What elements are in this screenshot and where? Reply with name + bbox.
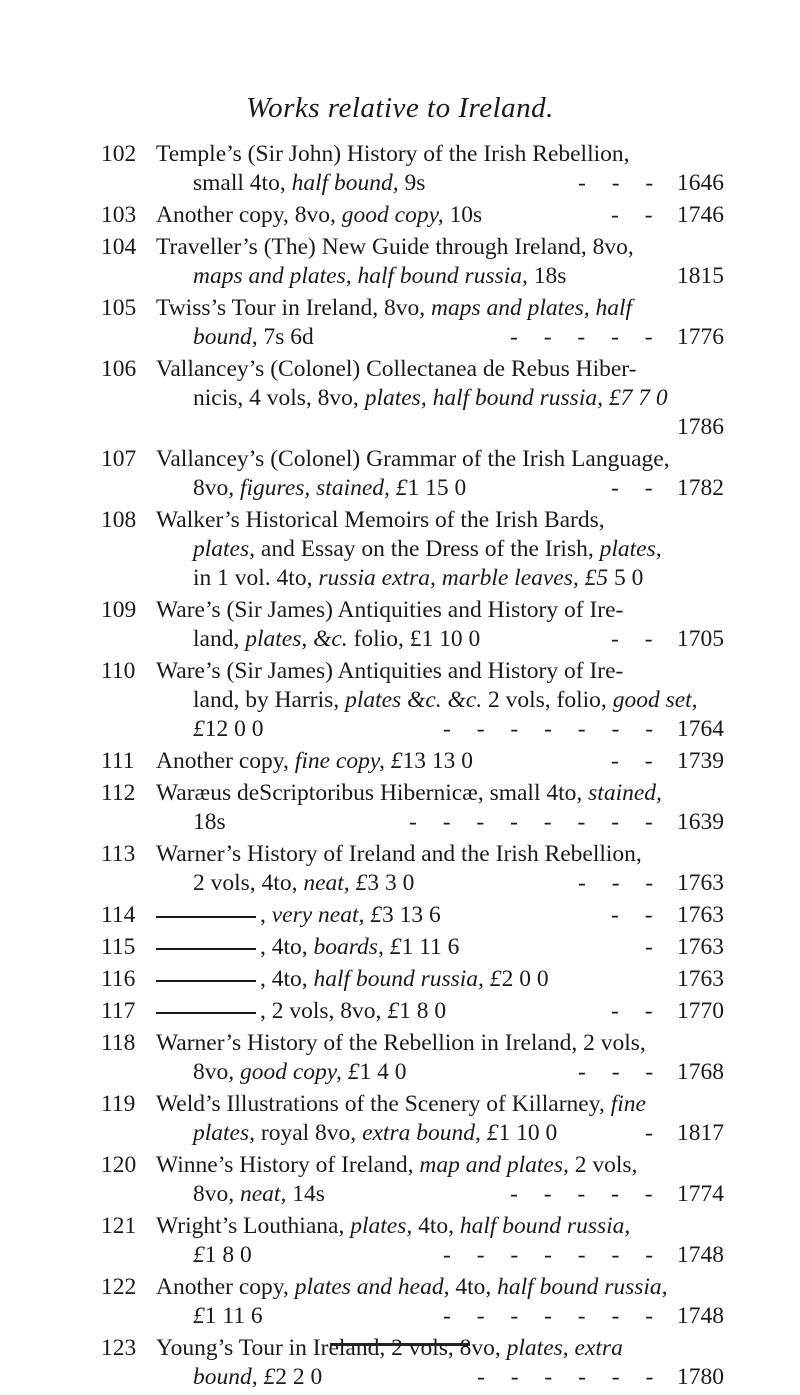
entry-line — [0, 747, 800, 776]
plain-text: Ware’s (Sir James) Antiquities and History of Ire- — [156, 658, 624, 684]
entry-line — [0, 901, 800, 930]
entry-line — [0, 779, 800, 808]
plain-text: Temple’s (Sir John) History of the Irish Rebellion, — [156, 141, 630, 167]
leader-dashes: - - — [611, 902, 663, 928]
catalog-entry — [0, 901, 800, 930]
entry-text — [156, 901, 441, 930]
plain-text: , 2 vols, 8vo, — [260, 998, 388, 1024]
plain-text: , — [260, 902, 272, 928]
italic-text: very neat, £ — [271, 902, 383, 928]
entry-year: 1746 — [677, 202, 724, 228]
plain-text: 8vo, — [193, 1059, 240, 1085]
plain-text: 18s — [193, 809, 226, 835]
catalog-entry — [0, 201, 800, 230]
entry-number: 113 — [101, 841, 136, 867]
entry-number: 111 — [101, 748, 135, 774]
entry-text — [156, 596, 623, 625]
entry-line — [0, 1029, 800, 1058]
entry-year: 1770 — [677, 998, 724, 1024]
entry-year: 1646 — [677, 170, 724, 196]
plain-text: 1 11 6 — [401, 934, 460, 960]
plain-text: Vallancey’s (Colonel) Grammar of the Irish Language, — [156, 446, 670, 472]
entry-year: 1780 — [677, 1364, 724, 1390]
catalog-entry — [0, 1029, 800, 1087]
plain-text: Wright’s Louthiana, — [156, 1213, 351, 1239]
entry-text — [156, 1090, 646, 1119]
italic-text: bound, — [193, 324, 258, 350]
italic-text: half bound russia, — [497, 1274, 668, 1300]
plain-text: 5 0 — [608, 565, 644, 591]
italic-text: plates, — [193, 1120, 256, 1146]
entry-number: 118 — [101, 1030, 136, 1056]
ditto-rule — [156, 916, 256, 918]
entry-year: 1815 — [677, 263, 724, 289]
entry-line — [0, 535, 800, 564]
italic-text: bound, £ — [193, 1364, 276, 1390]
entry-line — [0, 965, 800, 994]
plain-text: 7s 6d — [257, 324, 314, 350]
italic-text: £ — [387, 998, 400, 1024]
entry-line — [0, 323, 800, 352]
italic-text: russia extra, marble leaves, £5 — [318, 565, 609, 591]
entry-text — [156, 779, 662, 808]
leader-dashes: - - — [611, 202, 663, 228]
entry-number: 115 — [101, 934, 136, 960]
plain-text: folio, £1 10 0 — [347, 626, 481, 652]
catalog-entry — [0, 355, 800, 442]
catalog-entry — [0, 1090, 800, 1148]
italic-text: stained, — [588, 780, 662, 806]
entry-year: 1739 — [677, 748, 724, 774]
entry-text — [193, 474, 466, 503]
entry-line — [0, 1151, 800, 1180]
italic-text: plates, — [599, 536, 662, 562]
italic-text: half bound, — [291, 170, 399, 196]
page-title: Works relative to Ireland. — [246, 92, 554, 124]
entry-year: 1768 — [677, 1059, 724, 1085]
catalog-entry — [0, 747, 800, 776]
entry-text — [193, 686, 698, 715]
plain-text: Twiss’s Tour in Ireland, 8vo, — [156, 295, 431, 321]
entry-line — [0, 869, 800, 898]
entry-line — [0, 596, 800, 625]
plain-text: Vallancey’s (Colonel) Collectanea de Rebus Hiber- — [156, 356, 637, 382]
entry-number: 105 — [101, 295, 137, 321]
leader-dashes: - - - - - - - — [443, 716, 664, 742]
entry-text — [156, 233, 634, 262]
entry-number: 116 — [101, 966, 136, 992]
plain-text: 2 vols, 4to, — [193, 870, 304, 896]
plain-text: 1 4 0 — [359, 1059, 407, 1085]
entry-line — [0, 1302, 800, 1331]
italic-text: map and plates, — [419, 1152, 569, 1178]
entry-text — [193, 1119, 557, 1148]
plain-text: Another copy, 8vo, — [156, 202, 342, 228]
entry-number: 106 — [101, 356, 137, 382]
leader-dashes: - - - — [578, 170, 664, 196]
plain-text: 1 10 0 — [498, 1120, 558, 1146]
entry-text — [193, 169, 425, 198]
entry-line — [0, 169, 800, 198]
leader-dashes: - - - — [578, 870, 664, 896]
entry-year: 1763 — [677, 966, 724, 992]
plain-text: land, — [193, 626, 246, 652]
entry-text — [156, 201, 482, 230]
italic-text: figures, stained, £ — [240, 475, 408, 501]
entry-line — [0, 1090, 800, 1119]
plain-text: 3 13 6 — [382, 902, 441, 928]
italic-text: plates &c. &c. — [345, 687, 483, 713]
entry-line — [0, 715, 800, 744]
entry-number: 120 — [101, 1152, 137, 1178]
entry-line — [0, 933, 800, 962]
plain-text: 1 15 0 — [407, 475, 467, 501]
plain-text: 18s — [527, 263, 567, 289]
entry-text — [156, 294, 632, 323]
leader-dashes: - - — [611, 475, 663, 501]
entry-text — [193, 808, 226, 837]
entry-text — [156, 355, 636, 384]
entry-text — [193, 1180, 325, 1209]
plain-text: nicis, 4 vols, 8vo, — [193, 385, 365, 411]
catalog-entry — [0, 965, 800, 994]
entry-number: 107 — [101, 446, 137, 472]
italic-text: £ — [193, 1242, 205, 1268]
entry-text — [156, 747, 473, 776]
entry-number: 119 — [101, 1091, 136, 1117]
leader-dashes: - - — [611, 626, 663, 652]
entry-line — [0, 140, 800, 169]
entry-year: 1763 — [677, 902, 724, 928]
entry-line — [0, 625, 800, 654]
entry-text — [193, 262, 566, 291]
entry-year: 1763 — [677, 870, 724, 896]
catalog-entries — [0, 140, 800, 1395]
italic-text: boards, £ — [313, 934, 402, 960]
catalog-entry — [0, 233, 800, 291]
catalog-entry — [0, 1151, 800, 1209]
plain-text: land, by Harris, — [193, 687, 346, 713]
entry-line — [0, 1212, 800, 1241]
plain-text: Warner’s History of Ireland and the Irish Rebellion, — [156, 841, 642, 867]
entry-text — [193, 535, 662, 564]
entry-line — [0, 233, 800, 262]
entry-line — [0, 1119, 800, 1148]
italic-text: plates, half bound russia, £7 7 0 — [364, 385, 668, 411]
entry-line — [0, 840, 800, 869]
entry-text — [156, 506, 605, 535]
entry-line — [0, 564, 800, 593]
plain-text: 2 vols, folio, — [482, 687, 613, 713]
italic-text: good copy, — [341, 202, 444, 228]
entry-text — [156, 997, 446, 1026]
italic-text: neat, £ — [303, 870, 368, 896]
italic-text: fine — [610, 1091, 646, 1117]
entry-text — [193, 1058, 406, 1087]
entry-year: 1748 — [677, 1303, 724, 1329]
leader-dashes: - — [645, 1120, 663, 1146]
plain-text: and Essay on the Dress of the Irish, — [255, 536, 600, 562]
entry-line — [0, 294, 800, 323]
entry-text — [193, 564, 643, 593]
entry-year: 1764 — [677, 716, 724, 742]
entry-text — [193, 869, 414, 898]
plain-text: 2 0 0 — [501, 966, 549, 992]
plain-text: Warner’s History of the Rebellion in Ireland, 2 vols, — [156, 1030, 646, 1056]
italic-text: extra bound, £ — [362, 1120, 499, 1146]
entry-year: 1817 — [677, 1120, 724, 1146]
entry-number: 110 — [101, 658, 136, 684]
catalog-entry — [0, 506, 800, 593]
entry-number: 103 — [101, 202, 137, 228]
italic-text: £ — [193, 1303, 205, 1329]
catalog-entry — [0, 1212, 800, 1270]
entry-line — [0, 1273, 800, 1302]
entry-line — [0, 1241, 800, 1270]
italic-text: plates, &c. — [245, 626, 348, 652]
entry-line — [0, 997, 800, 1026]
leader-dashes: - - - - - - - — [443, 1303, 664, 1329]
entry-text — [156, 1212, 630, 1241]
entry-number: 117 — [101, 998, 136, 1024]
ditto-rule — [156, 948, 256, 950]
entry-number: 104 — [101, 234, 137, 260]
catalog-entry — [0, 840, 800, 898]
entry-text — [156, 1273, 668, 1302]
plain-text: Walker’s Historical Memoirs of the Irish Bards, — [156, 507, 605, 533]
plain-text: Weld’s Illustrations of the Scenery of Killarney, — [156, 1091, 611, 1117]
plain-text: 8vo, — [193, 475, 240, 501]
entry-line — [0, 355, 800, 384]
plain-text: 14s — [286, 1181, 325, 1207]
entry-number: 121 — [101, 1213, 137, 1239]
plain-text: 9s — [398, 170, 426, 196]
leader-dashes: - - - - - - - - — [409, 809, 663, 835]
entry-year: 1705 — [677, 626, 724, 652]
entry-year: 1774 — [677, 1181, 724, 1207]
leader-dashes: - - — [611, 748, 663, 774]
plain-text: in 1 vol. 4to, — [193, 565, 319, 591]
entry-text — [156, 1151, 637, 1180]
entry-text — [193, 1302, 263, 1331]
entry-text — [193, 384, 668, 413]
plain-text: 4to, — [412, 1213, 460, 1239]
entry-number: 123 — [101, 1335, 137, 1361]
plain-text: Young’s Tour in Ireland, 2 vols, 8vo, — [156, 1335, 507, 1361]
italic-text: good set, — [612, 687, 698, 713]
entry-year: 1639 — [677, 809, 724, 835]
entry-line — [0, 413, 800, 442]
plain-text: 1 11 6 — [204, 1303, 263, 1329]
entry-text — [156, 445, 670, 474]
entry-number: 109 — [101, 597, 137, 623]
entry-line — [0, 1058, 800, 1087]
entry-text — [193, 1363, 322, 1392]
entry-line — [0, 808, 800, 837]
entry-line — [0, 1180, 800, 1209]
catalog-entry — [0, 140, 800, 198]
leader-dashes: - - - - - - — [477, 1364, 664, 1390]
leader-dashes: - - — [611, 998, 663, 1024]
plain-text: 8vo, — [193, 1181, 240, 1207]
entry-number: 112 — [101, 780, 136, 806]
entry-text — [156, 1029, 646, 1058]
plain-text: 2 2 0 — [275, 1364, 323, 1390]
plain-text: Winne’s History of Ireland, — [156, 1152, 420, 1178]
entry-line — [0, 1334, 800, 1363]
plain-text: , 4to, — [260, 934, 314, 960]
plain-text: 3 3 0 — [367, 870, 415, 896]
leader-dashes: - - - - - - - — [443, 1242, 664, 1268]
entry-line — [0, 506, 800, 535]
plain-text: , 4to, — [260, 966, 314, 992]
italic-text: half bound russia, — [459, 1213, 631, 1239]
italic-text: £ — [193, 716, 205, 742]
leader-dashes: - - - - - — [510, 324, 663, 350]
plain-text: Waræus deScriptoribus Hibernicæ, small 4to, — [156, 780, 589, 806]
entry-number: 108 — [101, 507, 137, 533]
catalog-entry — [0, 294, 800, 352]
catalog-entry — [0, 445, 800, 503]
leader-dashes: - - - — [578, 1059, 664, 1085]
entry-text — [156, 840, 642, 869]
plain-text: 13 13 0 — [402, 748, 473, 774]
entry-number: 114 — [101, 902, 136, 928]
entry-year: 1786 — [677, 414, 724, 440]
catalog-entry — [0, 1273, 800, 1331]
plain-text: Traveller’s (The) New Guide through Ireland, 8vo, — [156, 234, 634, 260]
entry-text — [156, 965, 549, 994]
entry-year: 1776 — [677, 324, 724, 350]
entry-line — [0, 474, 800, 503]
plain-text: 1 8 0 — [399, 998, 447, 1024]
entry-text — [193, 1241, 252, 1270]
catalog-entry — [0, 779, 800, 837]
entry-text — [156, 1334, 623, 1363]
plain-text: 1 8 0 — [204, 1242, 252, 1268]
entry-line — [0, 384, 800, 413]
plain-text: 10s — [443, 202, 483, 228]
entry-line — [0, 201, 800, 230]
plain-text: 4to, — [449, 1274, 498, 1300]
entry-year: 1763 — [677, 934, 724, 960]
italic-text: half bound russia, £ — [313, 966, 502, 992]
ditto-rule — [156, 1012, 256, 1014]
catalog-entry — [0, 596, 800, 654]
plain-text: Another copy, — [156, 1274, 295, 1300]
entry-line — [0, 445, 800, 474]
entry-text — [156, 933, 459, 962]
catalog-entry — [0, 997, 800, 1026]
leader-dashes: - — [645, 934, 663, 960]
italic-text: plates, extra — [506, 1335, 623, 1361]
catalog-entry — [0, 657, 800, 744]
entry-year: 1748 — [677, 1242, 724, 1268]
plain-text: Another copy, — [156, 748, 295, 774]
italic-text: maps and plates, half bound russia, — [193, 263, 528, 289]
plain-text: 2 vols, — [568, 1152, 638, 1178]
plain-text: small 4to, — [193, 170, 292, 196]
italic-text: maps and plates, half — [431, 295, 633, 321]
italic-text: plates, — [193, 536, 256, 562]
entry-line — [0, 657, 800, 686]
italic-text: plates and head, — [294, 1274, 450, 1300]
italic-text: neat, — [240, 1181, 287, 1207]
entry-line — [0, 1363, 800, 1392]
entry-text — [193, 323, 314, 352]
catalog-entry — [0, 933, 800, 962]
entry-number: 122 — [101, 1274, 137, 1300]
entry-text — [193, 715, 264, 744]
entry-text — [193, 625, 480, 654]
ditto-rule — [156, 980, 256, 982]
footer-rule — [330, 1343, 470, 1346]
entry-text — [156, 140, 630, 169]
italic-text: fine copy, £ — [294, 748, 403, 774]
plain-text: 12 0 0 — [204, 716, 264, 742]
entry-line — [0, 262, 800, 291]
leader-dashes: - - - - - — [510, 1181, 663, 1207]
plain-text: royal 8vo, — [255, 1120, 363, 1146]
italic-text: good copy, £ — [240, 1059, 360, 1085]
entry-text — [156, 657, 623, 686]
italic-text: plates, — [350, 1213, 413, 1239]
entry-number: 102 — [101, 141, 137, 167]
entry-year: 1782 — [677, 475, 724, 501]
entry-line — [0, 686, 800, 715]
plain-text: Ware’s (Sir James) Antiquities and History of Ire- — [156, 597, 624, 623]
